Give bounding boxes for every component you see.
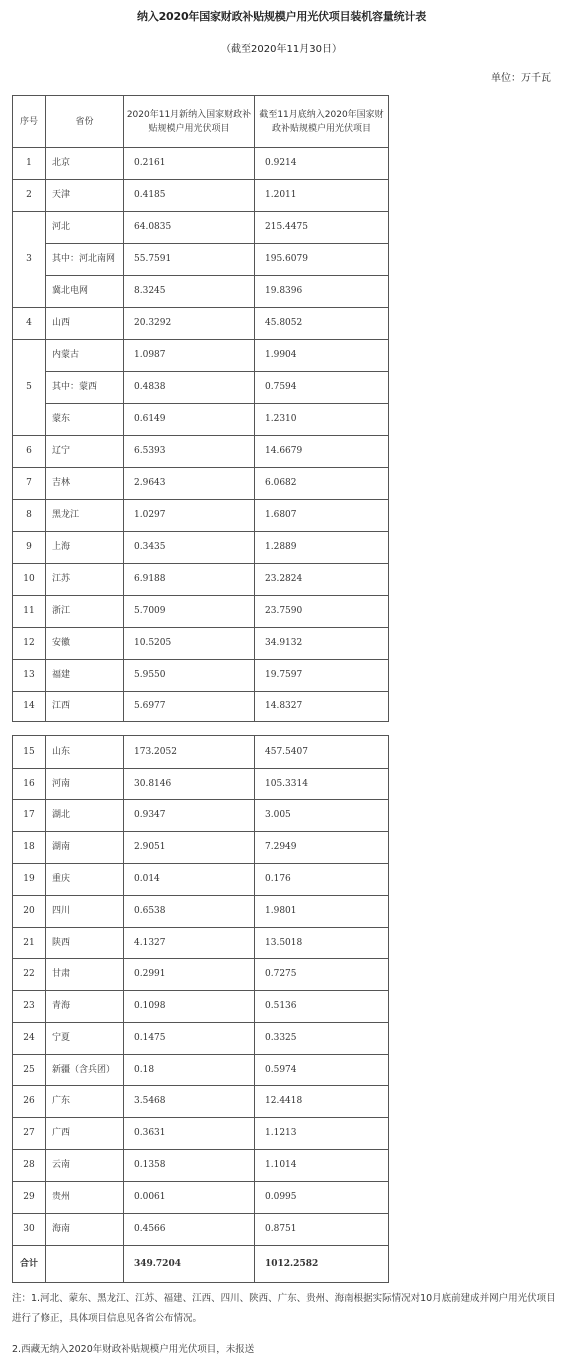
table-row: [13, 800, 389, 832]
row-nov-value: 1.0297: [124, 500, 255, 532]
table-row: [13, 1086, 389, 1118]
row-total-value: 12.4418: [255, 1086, 389, 1118]
row-seq: 19: [13, 864, 46, 896]
row-province: 黑龙江: [46, 500, 124, 532]
table-row: [13, 896, 389, 928]
row-total-value: 1.1014: [255, 1150, 389, 1182]
table-row: [13, 1055, 389, 1086]
row-nov-value: 1.0987: [124, 340, 255, 372]
table-header-row: [13, 96, 389, 148]
total-label: 合计: [13, 1246, 46, 1283]
row-nov-value: 0.4185: [124, 180, 255, 212]
row-nov-value: 0.4566: [124, 1214, 255, 1246]
row-nov-value: 0.3631: [124, 1118, 255, 1150]
row-total-value: 0.9214: [255, 148, 389, 180]
row-total-value: 14.8327: [255, 692, 389, 722]
row-seq: 1: [13, 148, 46, 180]
row-total-value: 23.7590: [255, 596, 389, 628]
row-province: 山西: [46, 308, 124, 340]
row-total-value: 23.2824: [255, 564, 389, 596]
row-nov-value: 4.1327: [124, 928, 255, 959]
total-row: [13, 1246, 389, 1283]
row-nov-value: 10.5205: [124, 628, 255, 660]
row-nov-value: 0.9347: [124, 800, 255, 832]
row-province: 辽宁: [46, 436, 124, 468]
table-row: [13, 180, 389, 212]
row-nov-value: 8.3245: [124, 276, 255, 308]
row-total-value: 1.6807: [255, 500, 389, 532]
row-nov-value: 6.5393: [124, 436, 255, 468]
row-nov-value: 173.2052: [124, 736, 255, 769]
total-empty-cell: [46, 1246, 124, 1283]
row-total-value: 1.2310: [255, 404, 389, 436]
row-seq: 30: [13, 1214, 46, 1246]
table-row: [13, 340, 389, 372]
table-row: [13, 436, 389, 468]
row-total-value: 1.9904: [255, 340, 389, 372]
row-nov-value: 0.014: [124, 864, 255, 896]
row-province: 陕西: [46, 928, 124, 959]
row-seq: 12: [13, 628, 46, 660]
row-total-value: 1.2889: [255, 532, 389, 564]
row-seq: 18: [13, 832, 46, 864]
header-nov: 2020年11月新纳入国家财政补贴规模户用光伏项目: [124, 96, 255, 148]
row-nov-value: 3.5468: [124, 1086, 255, 1118]
total-total-value: 1012.2582: [255, 1246, 389, 1283]
table-row: [13, 1182, 389, 1214]
row-total-value: 1.9801: [255, 896, 389, 928]
row-seq: 4: [13, 308, 46, 340]
page-subtitle: （截至2020年11月30日）: [221, 44, 342, 55]
row-seq: 8: [13, 500, 46, 532]
row-province: 天津: [46, 180, 124, 212]
row-seq: 16: [13, 769, 46, 800]
row-total-value: 19.7597: [255, 660, 389, 692]
row-province: 贵州: [46, 1182, 124, 1214]
row-seq: 22: [13, 959, 46, 991]
row-nov-value: 2.9643: [124, 468, 255, 500]
row-total-value: 0.7594: [255, 372, 389, 404]
row-province: 新疆（含兵团）: [46, 1055, 124, 1086]
row-nov-value: 30.8146: [124, 769, 255, 800]
row-province: 其中：蒙西: [46, 372, 124, 404]
table-row: [13, 532, 389, 564]
table-row: [13, 308, 389, 340]
row-total-value: 0.8751: [255, 1214, 389, 1246]
row-province: 广东: [46, 1086, 124, 1118]
row-province: 浙江: [46, 596, 124, 628]
row-nov-value: 20.3292: [124, 308, 255, 340]
row-seq: 2: [13, 180, 46, 212]
table-row: [13, 1118, 389, 1150]
row-nov-value: 0.2991: [124, 959, 255, 991]
row-province: 重庆: [46, 864, 124, 896]
row-province: 北京: [46, 148, 124, 180]
row-province: 江苏: [46, 564, 124, 596]
row-total-value: 45.8052: [255, 308, 389, 340]
row-total-value: 7.2949: [255, 832, 389, 864]
row-seq: 7: [13, 468, 46, 500]
row-province: 冀北电网: [46, 276, 124, 308]
table-row: [13, 832, 389, 864]
row-nov-value: 0.6538: [124, 896, 255, 928]
row-nov-value: 55.7591: [124, 244, 255, 276]
table-row: [13, 372, 389, 404]
table-row: [13, 596, 389, 628]
table-row: [13, 628, 389, 660]
row-total-value: 0.7275: [255, 959, 389, 991]
row-total-value: 3.005: [255, 800, 389, 832]
row-province: 安徽: [46, 628, 124, 660]
row-total-value: 0.0995: [255, 1182, 389, 1214]
stats-table-part-2: [12, 735, 389, 1283]
table-row: [13, 244, 389, 276]
row-seq: 3: [13, 212, 46, 308]
row-province: 江西: [46, 692, 124, 722]
row-seq: 14: [13, 692, 46, 722]
unit-label: 单位：万千瓦: [491, 73, 551, 84]
row-seq: 24: [13, 1023, 46, 1055]
row-seq: 13: [13, 660, 46, 692]
footnote-1: 注：1.河北、蒙东、黑龙江、江苏、福建、江西、四川、陕西、广东、贵州、海南根据实际情况对10月底前建成并网户用光伏项目进行了修正，具体项目信息见各省公布情况。: [12, 1293, 556, 1324]
table-row: [13, 928, 389, 959]
row-nov-value: 0.2161: [124, 148, 255, 180]
row-seq: 9: [13, 532, 46, 564]
table-row: [13, 736, 389, 769]
row-province: 广西: [46, 1118, 124, 1150]
row-total-value: 34.9132: [255, 628, 389, 660]
row-total-value: 0.3325: [255, 1023, 389, 1055]
row-nov-value: 0.6149: [124, 404, 255, 436]
row-nov-value: 0.0061: [124, 1182, 255, 1214]
row-province: 云南: [46, 1150, 124, 1182]
row-nov-value: 2.9051: [124, 832, 255, 864]
row-total-value: 1.2011: [255, 180, 389, 212]
row-nov-value: 0.3435: [124, 532, 255, 564]
row-province: 湖北: [46, 800, 124, 832]
row-province: 上海: [46, 532, 124, 564]
row-province: 海南: [46, 1214, 124, 1246]
row-seq: 10: [13, 564, 46, 596]
row-seq: 17: [13, 800, 46, 832]
row-province: 河南: [46, 769, 124, 800]
row-nov-value: 5.6977: [124, 692, 255, 722]
row-nov-value: 0.1098: [124, 991, 255, 1023]
table-row: [13, 148, 389, 180]
row-province: 蒙东: [46, 404, 124, 436]
row-nov-value: 5.9550: [124, 660, 255, 692]
table-row: [13, 864, 389, 896]
header-province: 省份: [46, 96, 124, 148]
page-title: 纳入2020年国家财政补贴规模户用光伏项目装机容量统计表: [136, 10, 426, 23]
row-seq: 20: [13, 896, 46, 928]
row-province: 其中：河北南网: [46, 244, 124, 276]
row-seq: 27: [13, 1118, 46, 1150]
row-total-value: 0.5974: [255, 1055, 389, 1086]
row-seq: 5: [13, 340, 46, 436]
table-row: [13, 991, 389, 1023]
table-row: [13, 959, 389, 991]
row-province: 湖南: [46, 832, 124, 864]
row-nov-value: 6.9188: [124, 564, 255, 596]
row-province: 内蒙古: [46, 340, 124, 372]
row-seq: 6: [13, 436, 46, 468]
row-seq: 15: [13, 736, 46, 769]
table-row: [13, 276, 389, 308]
row-province: 河北: [46, 212, 124, 244]
row-nov-value: 0.1358: [124, 1150, 255, 1182]
row-total-value: 14.6679: [255, 436, 389, 468]
row-total-value: 215.4475: [255, 212, 389, 244]
table-row: [13, 660, 389, 692]
row-total-value: 0.176: [255, 864, 389, 896]
row-province: 吉林: [46, 468, 124, 500]
row-nov-value: 5.7009: [124, 596, 255, 628]
row-nov-value: 64.0835: [124, 212, 255, 244]
row-total-value: 1.1213: [255, 1118, 389, 1150]
row-total-value: 6.0682: [255, 468, 389, 500]
row-seq: 21: [13, 928, 46, 959]
row-province: 四川: [46, 896, 124, 928]
table-row: [13, 404, 389, 436]
row-province: 甘肃: [46, 959, 124, 991]
row-seq: 11: [13, 596, 46, 628]
row-seq: 28: [13, 1150, 46, 1182]
table-row: [13, 1023, 389, 1055]
row-seq: 29: [13, 1182, 46, 1214]
header-total: 截至11月底纳入2020年国家财政补贴规模户用光伏项目: [255, 96, 389, 148]
table-row: [13, 1150, 389, 1182]
table-row: [13, 692, 389, 722]
table-row: [13, 500, 389, 532]
row-seq: 26: [13, 1086, 46, 1118]
header-seq: 序号: [13, 96, 46, 148]
row-province: 山东: [46, 736, 124, 769]
row-total-value: 195.6079: [255, 244, 389, 276]
table-row: [13, 769, 389, 800]
table-row: [13, 1214, 389, 1246]
row-province: 青海: [46, 991, 124, 1023]
row-nov-value: 0.4838: [124, 372, 255, 404]
row-total-value: 457.5407: [255, 736, 389, 769]
row-total-value: 105.3314: [255, 769, 389, 800]
table-row: [13, 564, 389, 596]
row-seq: 23: [13, 991, 46, 1023]
row-province: 福建: [46, 660, 124, 692]
stats-table-part-1: [12, 95, 389, 722]
footnote-2: 2.西藏无纳入2020年财政补贴规模户用光伏项目，未报送: [12, 1344, 255, 1355]
row-total-value: 13.5018: [255, 928, 389, 959]
row-total-value: 19.8396: [255, 276, 389, 308]
total-nov-value: 349.7204: [124, 1246, 255, 1283]
row-nov-value: 0.1475: [124, 1023, 255, 1055]
table-row: [13, 468, 389, 500]
row-total-value: 0.5136: [255, 991, 389, 1023]
table-row: [13, 212, 389, 244]
row-seq: 25: [13, 1055, 46, 1086]
row-nov-value: 0.18: [124, 1055, 255, 1086]
row-province: 宁夏: [46, 1023, 124, 1055]
